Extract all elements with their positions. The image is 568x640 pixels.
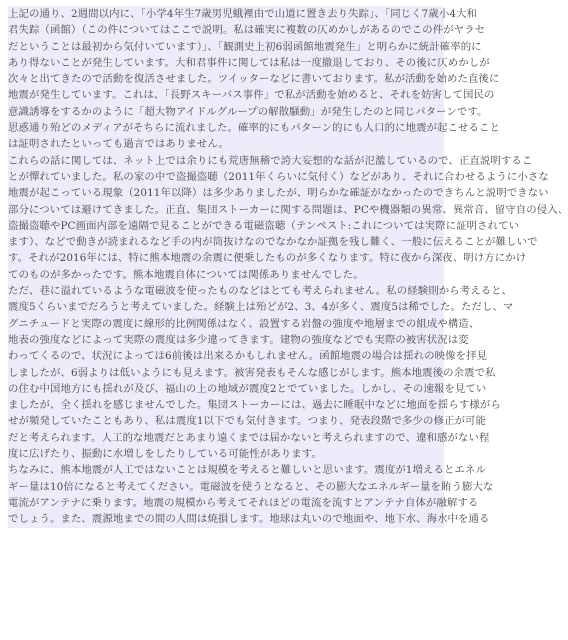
text-line: わってくるので、状況によっては6前後は出来るかもしれません。函館地震の場合は揺れの映像を拝見 [8,350,488,363]
text-line: の住む中国地方にも揺れが及び、福山の上の地域が震度2とでていました。しかし、その速報を見てい [8,382,487,395]
text-line: とが憚れていました。私の家の中で盗撮盗聴（2011年くらいに気付く）などがあり、それに合わせるように小さな [8,170,549,183]
text-line: 電流がアンテナに乗ります。地震の規模から考えてそれほどの電流を流すとアンテナ自体が融解する [8,496,479,509]
text-line: 震度5くらいまでだろうと考えていました。経験上は殆どが2、3、4が多く、震度5は稀でした。ただし、マ [8,301,514,314]
text-line: せが頻発していたこともあり、私は震度1以下でも気付きます。つまり、発表段階で多少の修正が可能 [8,415,486,428]
text-line: ましたが、全く揺れを感じませんでした。集団ストーカーには、過去に睡眠中などに地面を揺らす様がら [8,399,501,412]
text-line: 思惑通り殆どのメディアがそちらに流れました。確率的にもパターン的にも人口的に地震が起こせること [8,122,501,135]
paragraph-2 [8,153,568,283]
text-line: 盗撮盗聴やPC画面内部を遠隔で見ることができる電磁盗聴（テンペスト:これについては実際に証明されてい [8,219,520,232]
paragraph-4 [8,462,494,527]
text-line: は証明されたといっても過言ではありません。 [8,138,229,151]
text-line: ます）、などで動きが読まれるなど手の内が筒抜けなのでなかなか証拠を残し難く、一般に伝えることが難しいで [8,236,538,249]
text-line: でしょう。また、震源地までの間の人間は焼損します。地球は丸いので地面や、地下水、海水中を通る [8,513,490,526]
text-line: 地表の強度などによって実際の震度は多少違ってきます。建物の強度などでも実際の被害状況は変 [8,333,469,346]
text-line: あり得ないことが発生しています。大和君事件に関しては私は一度撤退しており、その後に仄めかしが [8,56,490,69]
text-line: 上記の通り、2週間以内に、「小学4年生7歳男児蛾裡由で山道に置き去り失踪」、「同じく7歳小4大和 [8,8,478,20]
text-line: 君失踪（函館）（この件についてはここで説明。私は確実に複数の仄めかしがあるのでこの件がヤラセ [8,24,486,37]
text-line: す。それが2016年には、特に熊本地震の余震に便乗したものが多くなります。特に夜から深夜、明け方にかけ [8,252,527,265]
paragraph-3 [8,283,514,462]
text-line: 意識誘導をするかのように「超大物アイドルグループの解散騒動」が発生したのと同じパターンです。 [8,105,488,118]
text-line: しましたが、6弱よりは低いようにも見えます。被害発表もそんな感じがします。熊本地震後の余震で私 [8,366,496,379]
text-line: だと考えられます。人工的な地震だとあまり遠くまでは届かないと考えられますので、違和感がない程 [8,431,490,444]
text-line: 部分については避けてきました。正直、集団ストーカーに関する問題は、PCや機器類の異常、異常音、留守自の侵入、 [8,203,568,216]
text-line: ちなみに、熊本地震が人工ではないことは規模を考えると難しいと思います。震度が1増えるとエネル [8,464,486,477]
text-line: てのものが多かったです。熊本地震自体については関係ありませんでした。 [8,268,364,281]
text-line: 度に広げたり、振動に水増しをしたりしている可能性があります。 [8,448,322,461]
text-line: 地震が発生しています。これは、「長野スキーバス事件」で私が活動を始めると、それを妨害して国民の [8,89,495,102]
text-line: 地震が起こっている現象（2011年以降）は多少ありましたが、明らかな確証がなかったのできちんと説明できない [8,187,549,200]
text-line: ギー量は10倍になると考えてください。電磁波を使うとなると、その膨大なエネルギー量を賄う膨大な [8,480,494,493]
text-line: 次々と出てきたので活動を復活させました。ツイッターなどに書いております。私が活動を始めた直後に [8,73,500,86]
paragraph-1 [8,6,501,153]
text-line: グニチュードと実際の震度に線形的比例関係はなく、設置する岩盤の強度や地層までの組成や構造、 [8,317,480,330]
text-line: これらの話に関しては、ネット上では余りにも荒唐無稽で誇大妄想的な話が氾濫しているので、正直説明するこ [8,154,533,167]
text-line: だということは最初から気付いています）」、「観測史上初6弱函館地震発生」と明らかに統計確率的に [8,40,482,53]
text-line: ただ、巷に溢れているような電磁波を使ったものなどはとても考えられません。私の経験則から考えると、 [8,285,513,298]
